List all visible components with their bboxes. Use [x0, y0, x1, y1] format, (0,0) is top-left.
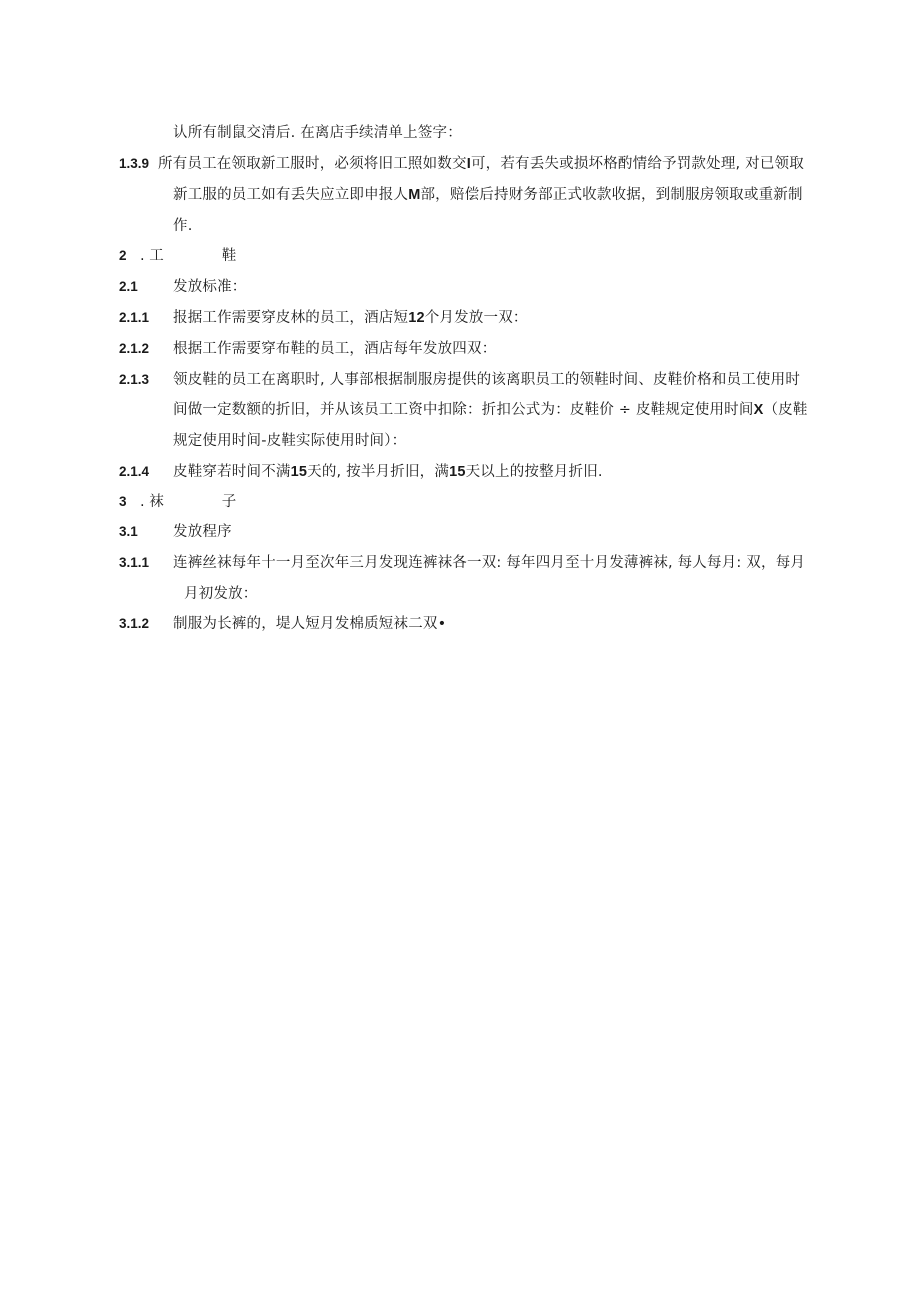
item-number: 1.3.9	[119, 156, 150, 171]
paragraph-line: 皮鞋穿若时间不满15天的, 按半月折旧，满15天以上的按整月折旧.	[173, 464, 603, 480]
item-number: 2.1.2	[119, 341, 150, 356]
section-number: 2	[119, 248, 127, 263]
item-number: 2.1.1	[119, 310, 150, 325]
item-number: 2.1.3	[119, 372, 150, 387]
section-title: . 工 鞋	[140, 248, 237, 264]
paragraph-line: 报据工作需要穿皮林的员工，酒店短12个月发放一双：	[173, 310, 528, 326]
paragraph-line: 间做一定数额的折旧，并从该员工工资中扣除：折扣公式为：皮鞋价 ÷ 皮鞋规定使用时间X（皮鞋	[173, 402, 808, 418]
subsection-title: 发放标准：	[173, 279, 247, 295]
subsection-number: 3.1	[119, 524, 138, 539]
item-number: 3.1.1	[119, 555, 150, 570]
item-number: 2.1.4	[119, 464, 150, 479]
paragraph-line: 制服为长裤的，堤人短月发棉质短袜二双•	[173, 616, 447, 632]
subsection-title: 发放程序	[173, 524, 232, 540]
section-title: . 袜 子	[140, 494, 237, 510]
paragraph-line: 新工服的员工如有丢失应立即申报人M部，赔偿后持财务部正式收款收据，到制服房领取或重新制	[173, 187, 803, 203]
subsection-number: 2.1	[119, 279, 138, 294]
section-number: 3	[119, 494, 127, 509]
paragraph-line: 月初发放：	[184, 586, 258, 602]
paragraph-line: 领皮鞋的员工在离职时, 人事部根据制服房提供的该离职员工的领鞋时间、皮鞋价格和员工使用时	[173, 372, 801, 388]
paragraph-line: 根据工作需要穿布鞋的员工，酒店每年发放四双：	[173, 341, 497, 357]
paragraph-line: 所有员工在领取新工服时，必须将旧工照如数交I可，若有丢失或损坏格酌情给予罚款处理, 对已领取	[158, 156, 804, 172]
continuation-line: 认所有制鼠交清后. 在离店手续清单上签字：	[173, 125, 462, 141]
paragraph-line: 连裤丝袜每年十一月至次年三月发现连裤袜各一双: 每年四月至十月发薄裤袜, 每人每月: 双，每月	[173, 555, 806, 571]
item-number: 3.1.2	[119, 616, 150, 631]
paragraph-line: 作.	[173, 218, 193, 234]
paragraph-line: 规定使用时间-皮鞋实际使用时间）：	[173, 433, 407, 449]
